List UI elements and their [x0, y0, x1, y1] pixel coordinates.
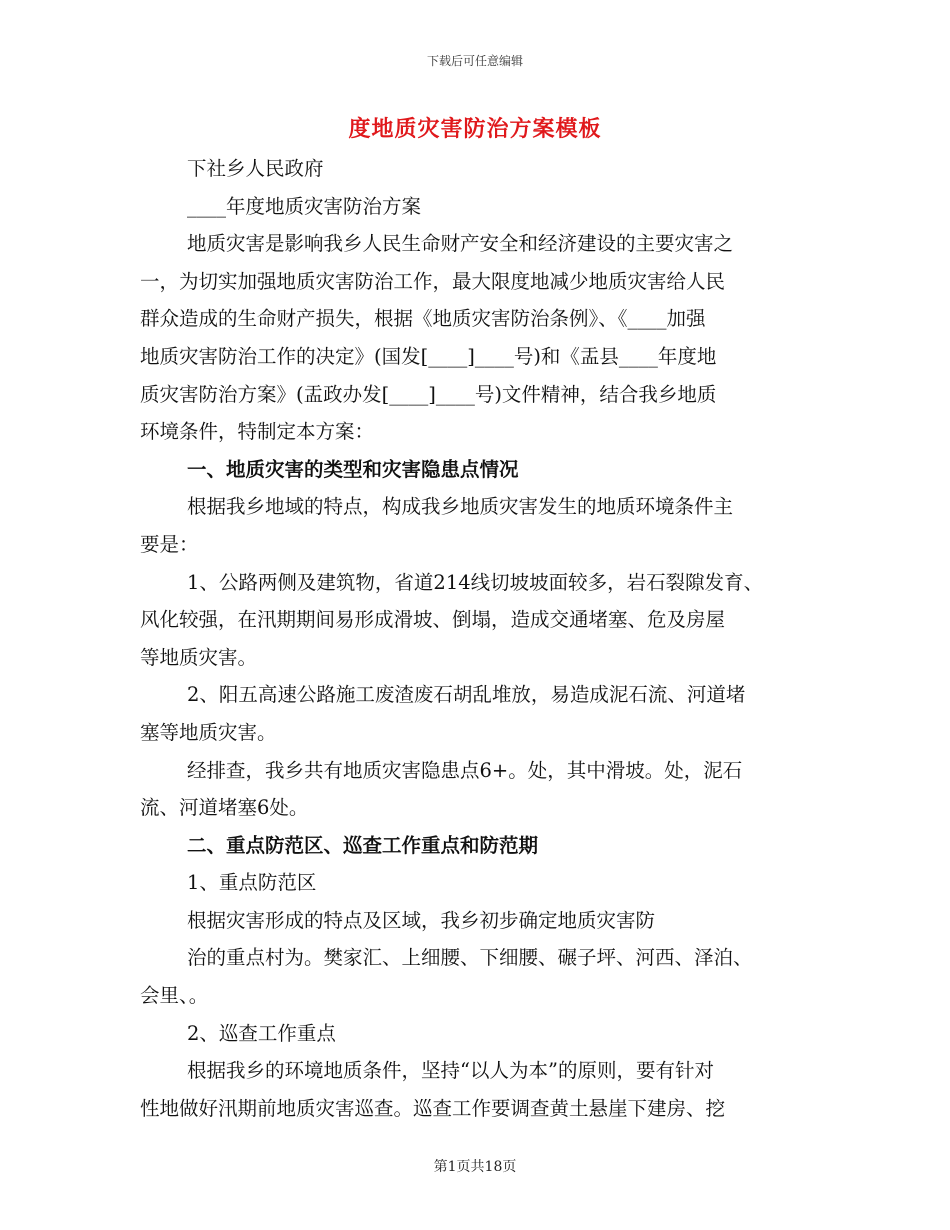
text-line: 环境条件，特制定本方案： — [140, 420, 375, 444]
text-line: 质灾害防治方案》(盂政办发[____]____号)文件精神，结合我乡地质 — [140, 382, 717, 406]
text-line: 下社乡人民政府 — [187, 157, 324, 180]
document-title: 度地质灾害防治方案模板 — [348, 116, 602, 142]
text-line: 2、阳五高速公路施工废渣废石胡乱堆放，易造成泥石流、河道堵 — [187, 683, 746, 707]
section-heading: 二、重点防范区、巡查工作重点和防范期 — [187, 833, 539, 857]
text-line: 地质灾害是影响我乡人民生命财产安全和经济建设的主要灾害之 — [187, 232, 734, 256]
text-line: 根据灾害形成的特点及区域，我乡初步确定地质灾害防 — [187, 908, 656, 932]
text-line: 一，为切实加强地质灾害防治工作，最大限度地减少地质灾害给人民 — [140, 269, 726, 293]
text-line: 群众造成的生命财产损失，根据《地质灾害防治条例》、《____加强 — [140, 307, 706, 331]
text-line: 性地做好汛期前地质灾害巡查。巡查工作要调查黄土悬崖下建房、挖 — [140, 1096, 726, 1120]
text-line: 风化较强，在汛期期间易形成滑坡、倒塌，造成交通堵塞、危及房屋 — [140, 608, 726, 632]
page-footer: 第1页共18页 — [433, 1159, 517, 1175]
header-note: 下载后可任意编辑 — [426, 54, 523, 68]
text-line: 地质灾害防治工作的决定》(国发[____]____号)和《盂县____年度地 — [140, 344, 717, 368]
section-heading: 一、地质灾害的类型和灾害隐患点情况 — [187, 457, 519, 481]
text-line: 等地质灾害。 — [140, 645, 258, 669]
text-line: 1、公路两侧及建筑物，省道214线切坡坡面较多，岩石裂隙发育、 — [187, 570, 764, 594]
text-line: 要是： — [140, 532, 199, 556]
text-line: 经排查，我乡共有地质灾害隐患点6+。处，其中滑坡。处，泥石 — [187, 758, 743, 782]
text-line: 根据我乡地域的特点，构成我乡地质灾害发生的地质环境条件主 — [187, 495, 734, 519]
document-body — [140, 150, 810, 1127]
text-line: 流、河道堵塞6处。 — [140, 796, 309, 820]
text-line: 治的重点村为。樊家汇、上细腰、下细腰、碾子坪、河西、泽泊、 — [187, 946, 753, 970]
text-line: 会里、。 — [140, 984, 209, 1008]
text-line: 1、重点防范区 — [187, 871, 317, 895]
text-line: ____年度地质灾害防治方案 — [187, 194, 422, 218]
text-line: 2、巡查工作重点 — [187, 1021, 336, 1045]
text-line: 根据我乡的环境地质条件，坚持“以人为本”的原则，要有针对 — [187, 1059, 714, 1083]
text-line: 塞等地质灾害。 — [140, 720, 277, 744]
